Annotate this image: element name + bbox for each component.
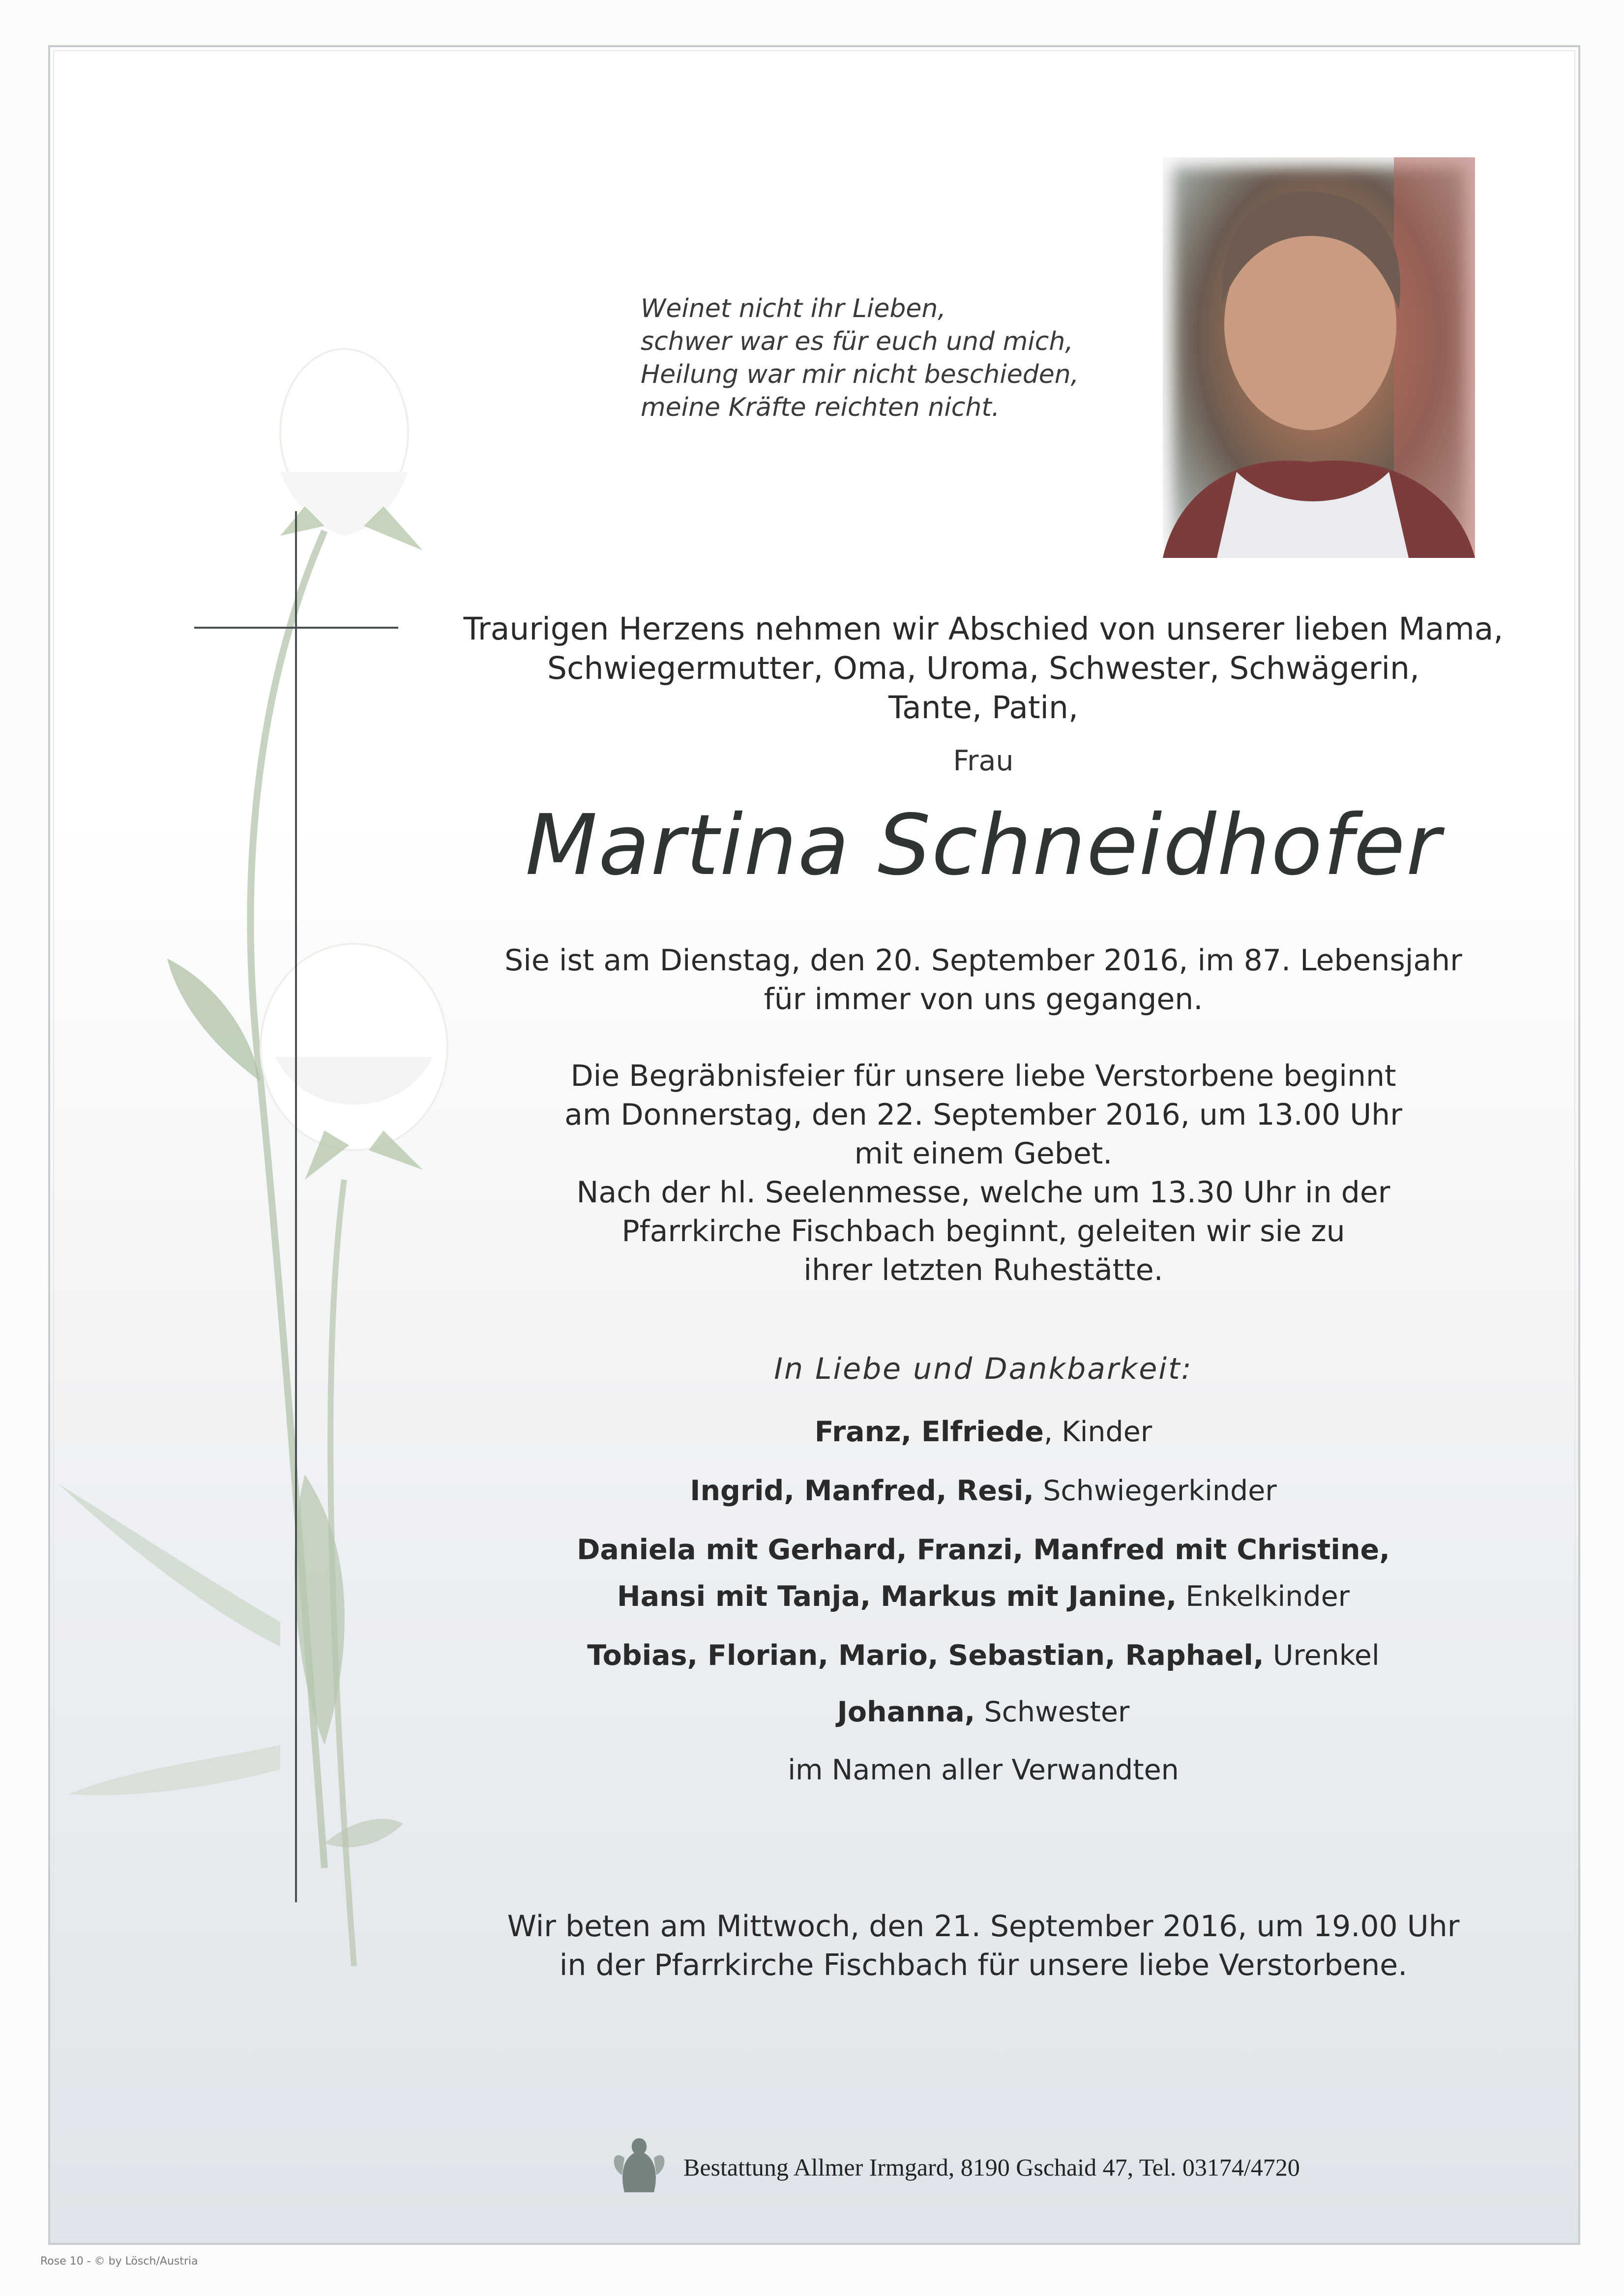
family-relation: Urenkel [1264, 1639, 1380, 1672]
family-entry [443, 1416, 1524, 1448]
intro-text [443, 610, 1524, 727]
family-entry [443, 1475, 1524, 1507]
family-entry [443, 1639, 1524, 1672]
quote-line: meine Kräfte reichten nicht. [641, 393, 1000, 422]
family-names: Hansi mit Tanja, Markus mit Janine, [617, 1580, 1177, 1613]
family-names: Johanna, [837, 1696, 975, 1728]
family-relation: Schwiegerkinder [1034, 1475, 1277, 1507]
salutation: Frau [953, 745, 1014, 777]
intro-line: Tante, Patin, [888, 690, 1079, 726]
portrait-photo [1163, 157, 1475, 558]
death-line: Sie ist am Dienstag, den 20. September 2016, im 87. Lebensjahr [504, 943, 1462, 978]
family-relation: , Kinder [1043, 1416, 1152, 1448]
undertaker-address: Bestattung Allmer Irmgard, 8190 Gschaid 47, Tel. 03174/4720 [683, 2153, 1300, 2181]
family-entry [443, 1580, 1524, 1613]
intro-line: Schwiegermutter, Oma, Uroma, Schwester, Schwägerin, [547, 650, 1419, 686]
funeral-line: Pfarrkirche Fischbach beginnt, geleiten wir sie zu [621, 1214, 1345, 1249]
family-relation: im Namen aller Verwandten [788, 1754, 1179, 1786]
thanks-heading: In Liebe und Dankbarkeit: [774, 1352, 1193, 1386]
family-names: Daniela mit Gerhard, Franzi, Manfred mit Christine, [577, 1534, 1390, 1566]
death-notice [443, 941, 1524, 1019]
undertaker-footer [610, 2133, 1396, 2197]
cross-vertical-bar [295, 511, 297, 1902]
prayer-line: in der Pfarrkirche Fischbach für unsere liebe Verstorbene. [559, 1948, 1408, 1982]
funeral-details [443, 1057, 1524, 1290]
family-relation: Schwester [975, 1696, 1130, 1728]
white-roses-illustration [49, 344, 492, 2064]
funeral-line: Nach der hl. Seelenmesse, welche um 13.30 Uhr in der [576, 1175, 1390, 1210]
angel-icon [610, 2133, 669, 2197]
deceased-name: Martina Schneidhofer [525, 797, 1442, 894]
funeral-line: mit einem Gebet. [854, 1136, 1113, 1171]
funeral-line: am Donnerstag, den 22. September 2016, um 13.00 Uhr [564, 1098, 1402, 1132]
cross-horizontal-bar [194, 627, 398, 629]
quote-line: Heilung war mir nicht beschieden, [641, 360, 1079, 389]
farewell-quote [641, 292, 1132, 424]
quote-line: Weinet nicht ihr Lieben, [641, 294, 946, 323]
copyright-note: Rose 10 - © by Lösch/Austria [40, 2255, 198, 2267]
family-relation: Enkelkinder [1177, 1580, 1350, 1613]
prayer-notice [443, 1907, 1524, 1985]
family-entry [443, 1754, 1524, 1786]
family-names: Franz, Elfriede [814, 1416, 1044, 1448]
family-entry [443, 1534, 1524, 1566]
death-line: für immer von uns gegangen. [764, 982, 1203, 1017]
family-names: Ingrid, Manfred, Resi, [690, 1475, 1034, 1507]
family-names: Tobias, Florian, Mario, Sebastian, Raphael, [587, 1639, 1264, 1672]
intro-line: Traurigen Herzens nehmen wir Abschied von unserer lieben Mama, [463, 611, 1504, 647]
funeral-line: ihrer letzten Ruhestätte. [803, 1253, 1163, 1287]
quote-line: schwer war es für euch und mich, [641, 327, 1073, 356]
family-entry [443, 1696, 1524, 1728]
funeral-line: Die Begräbnisfeier für unsere liebe Verstorbene beginnt [570, 1059, 1396, 1093]
prayer-line: Wir beten am Mittwoch, den 21. September 2016, um 19.00 Uhr [507, 1909, 1460, 1944]
